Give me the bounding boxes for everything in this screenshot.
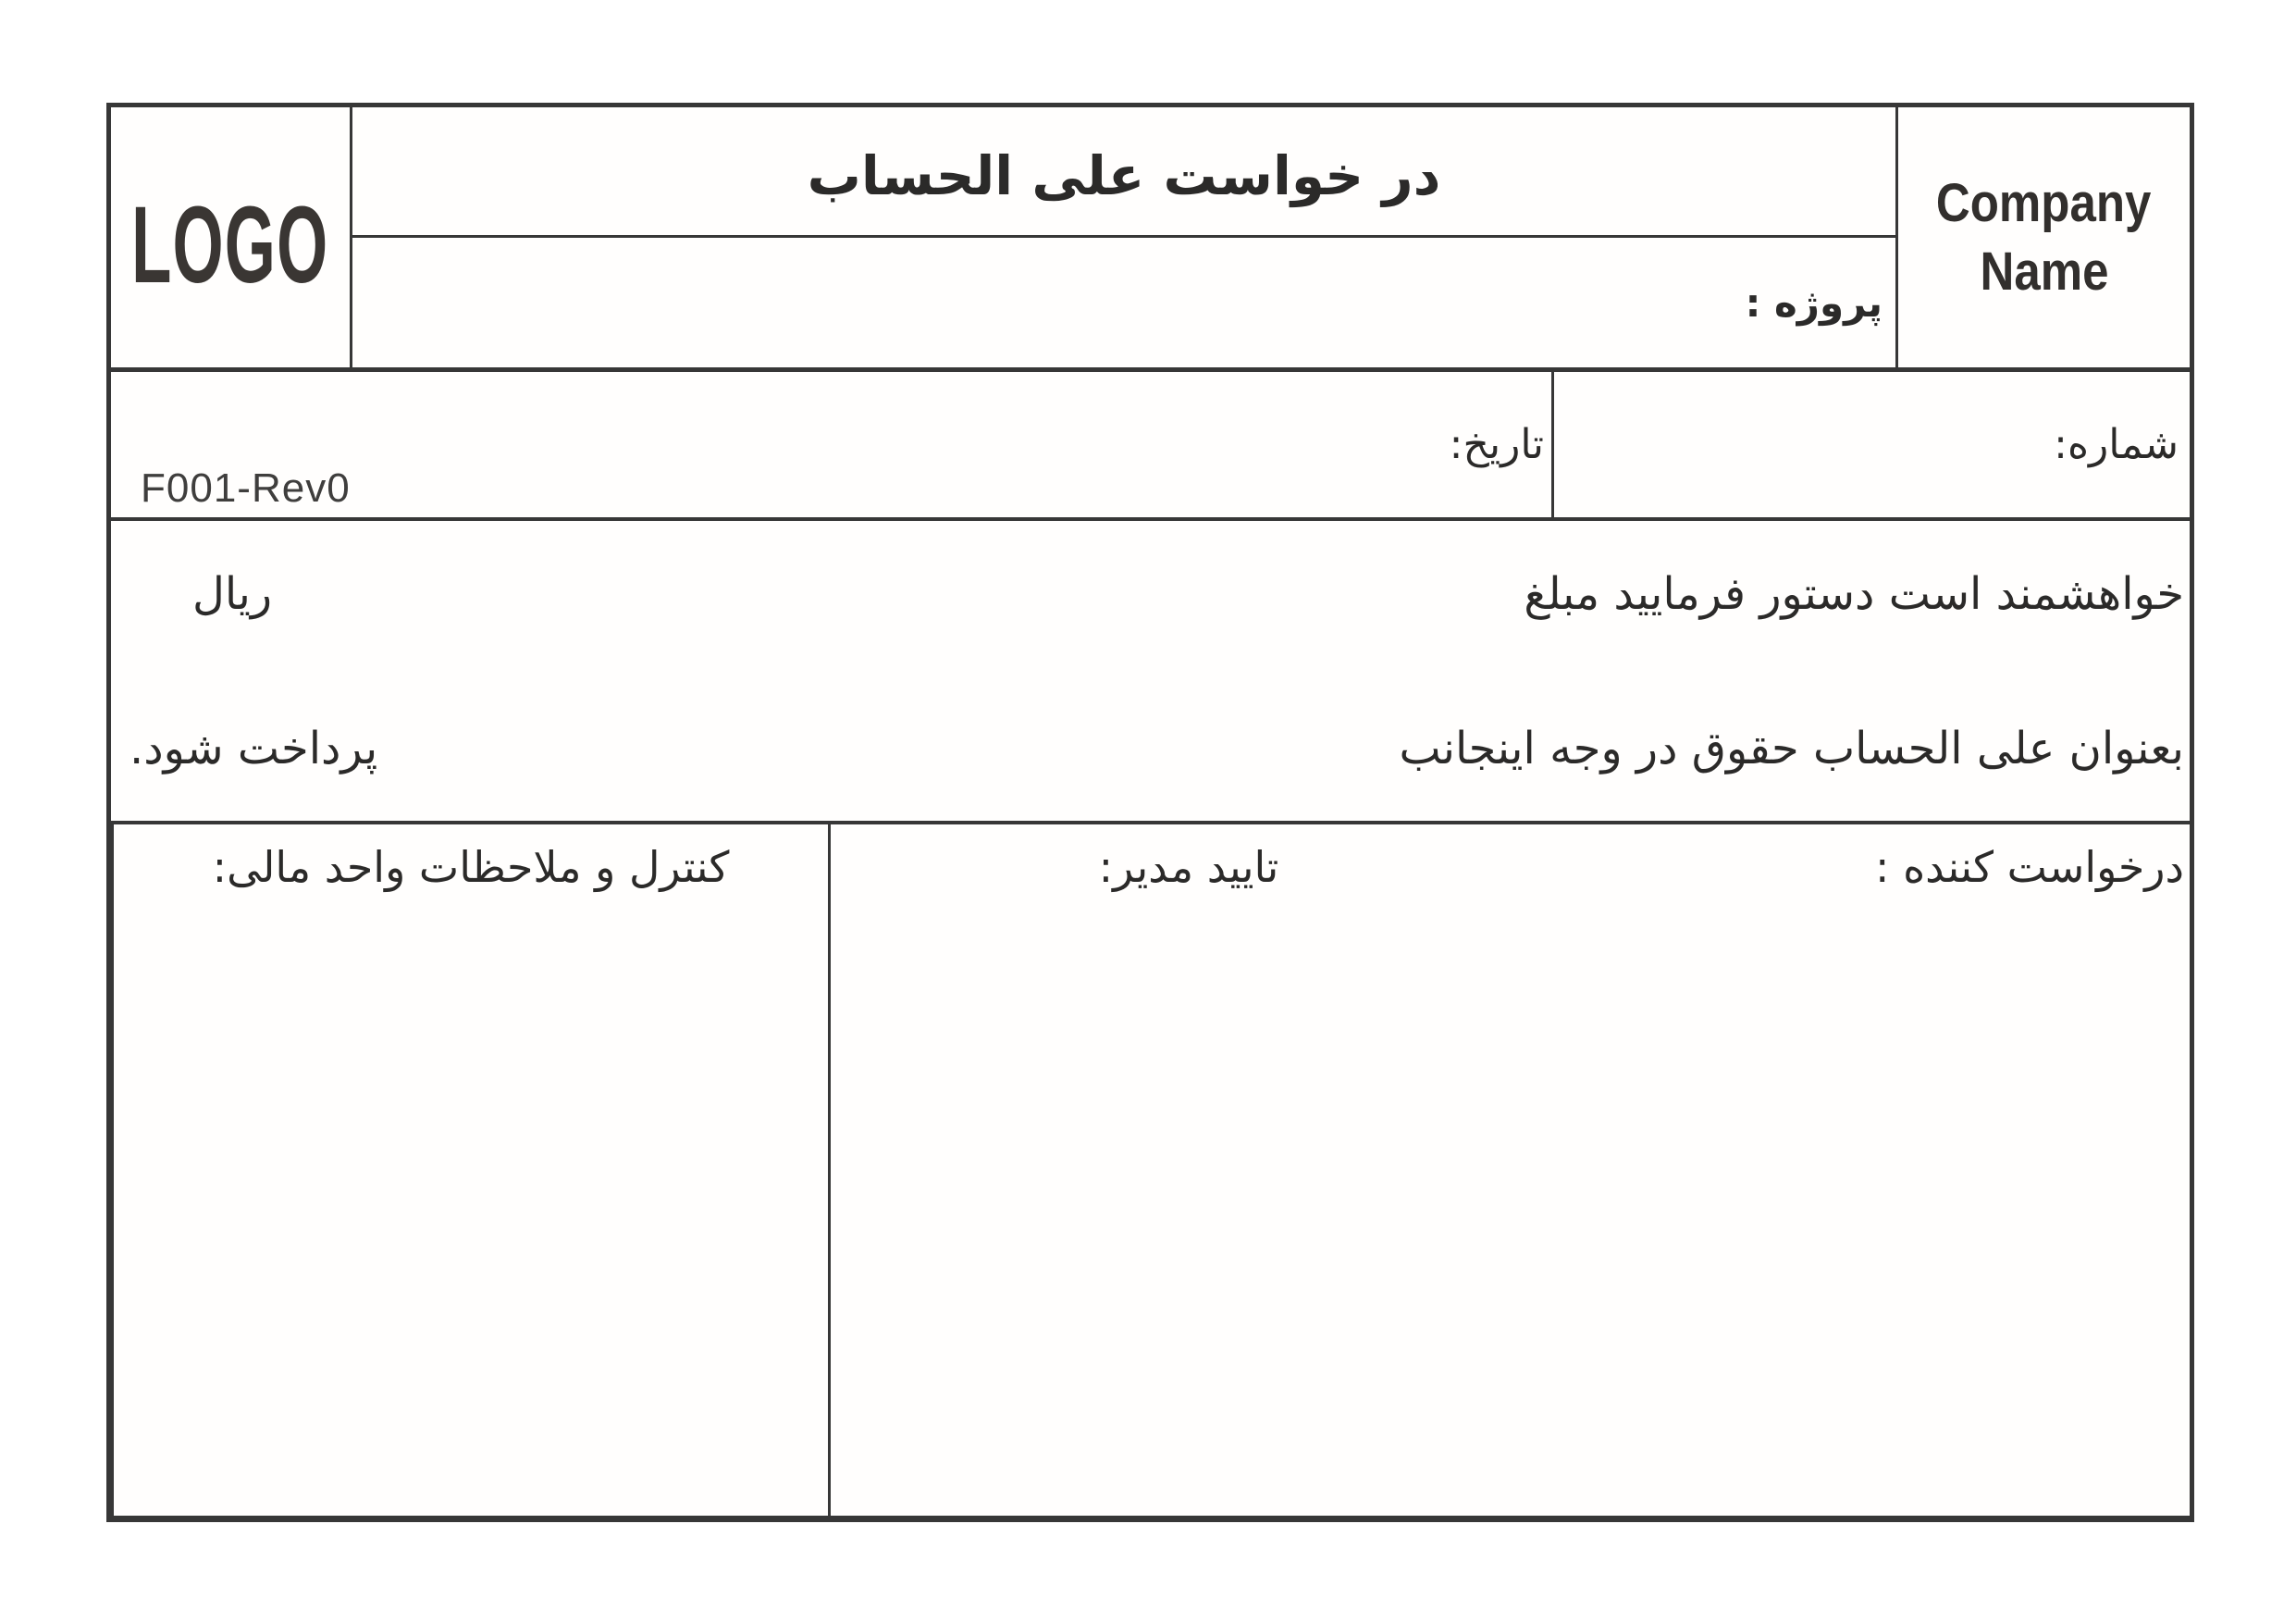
signature-row [111,824,2190,1516]
title-column [352,107,1895,367]
number-cell [1554,372,2190,517]
date-label: تاریخ: [1449,421,1544,468]
requester-cell [1547,824,2190,1516]
requester-signature-area[interactable] [1547,897,2184,1516]
title-cell [352,107,1895,238]
number-value-area[interactable] [1554,372,2054,517]
company-name-line1: Company [1936,172,2152,233]
form-table [106,103,2194,1522]
project-row [352,238,1895,367]
currency-label: ریال [192,568,273,620]
request-line2-text: بعنوان علی الحساب حقوق در وجه اینجانب [1399,723,2184,775]
manager-cell [828,824,1547,1516]
request-line1 [111,564,2184,626]
company-name-line2: Name [1979,241,2109,302]
finance-signature-area[interactable] [114,897,828,1516]
project-label: پروژه : [1745,279,1882,326]
project-value-area[interactable] [365,238,1746,367]
logo-text: LOGO [131,183,329,306]
form-code: F001-Rev0 [141,465,351,511]
payment-note: پرداخت شود. [130,723,378,775]
manager-label: تایید مدیر: [1098,842,1279,892]
header-row [111,107,2190,372]
number-label: شماره: [2054,421,2179,468]
request-line1-text: خواهشمند است دستور فرمایید مبلغ [1524,568,2184,620]
finance-cell [111,824,828,1516]
requester-label: درخواست کننده : [1874,842,2184,892]
finance-label: کنترل و ملاحظات واحد مالی: [212,842,730,892]
request-text-section [111,521,2190,824]
page-title: در خواست علی الحساب [807,144,1441,207]
manager-signature-area[interactable] [831,897,1547,1516]
date-cell [111,372,1554,517]
meta-row [111,372,2190,521]
payee-value-area[interactable] [377,718,1399,780]
logo-cell [111,107,352,367]
request-line2 [111,718,2184,780]
amount-value-area[interactable] [272,564,1524,626]
company-name-cell [1895,107,2190,367]
